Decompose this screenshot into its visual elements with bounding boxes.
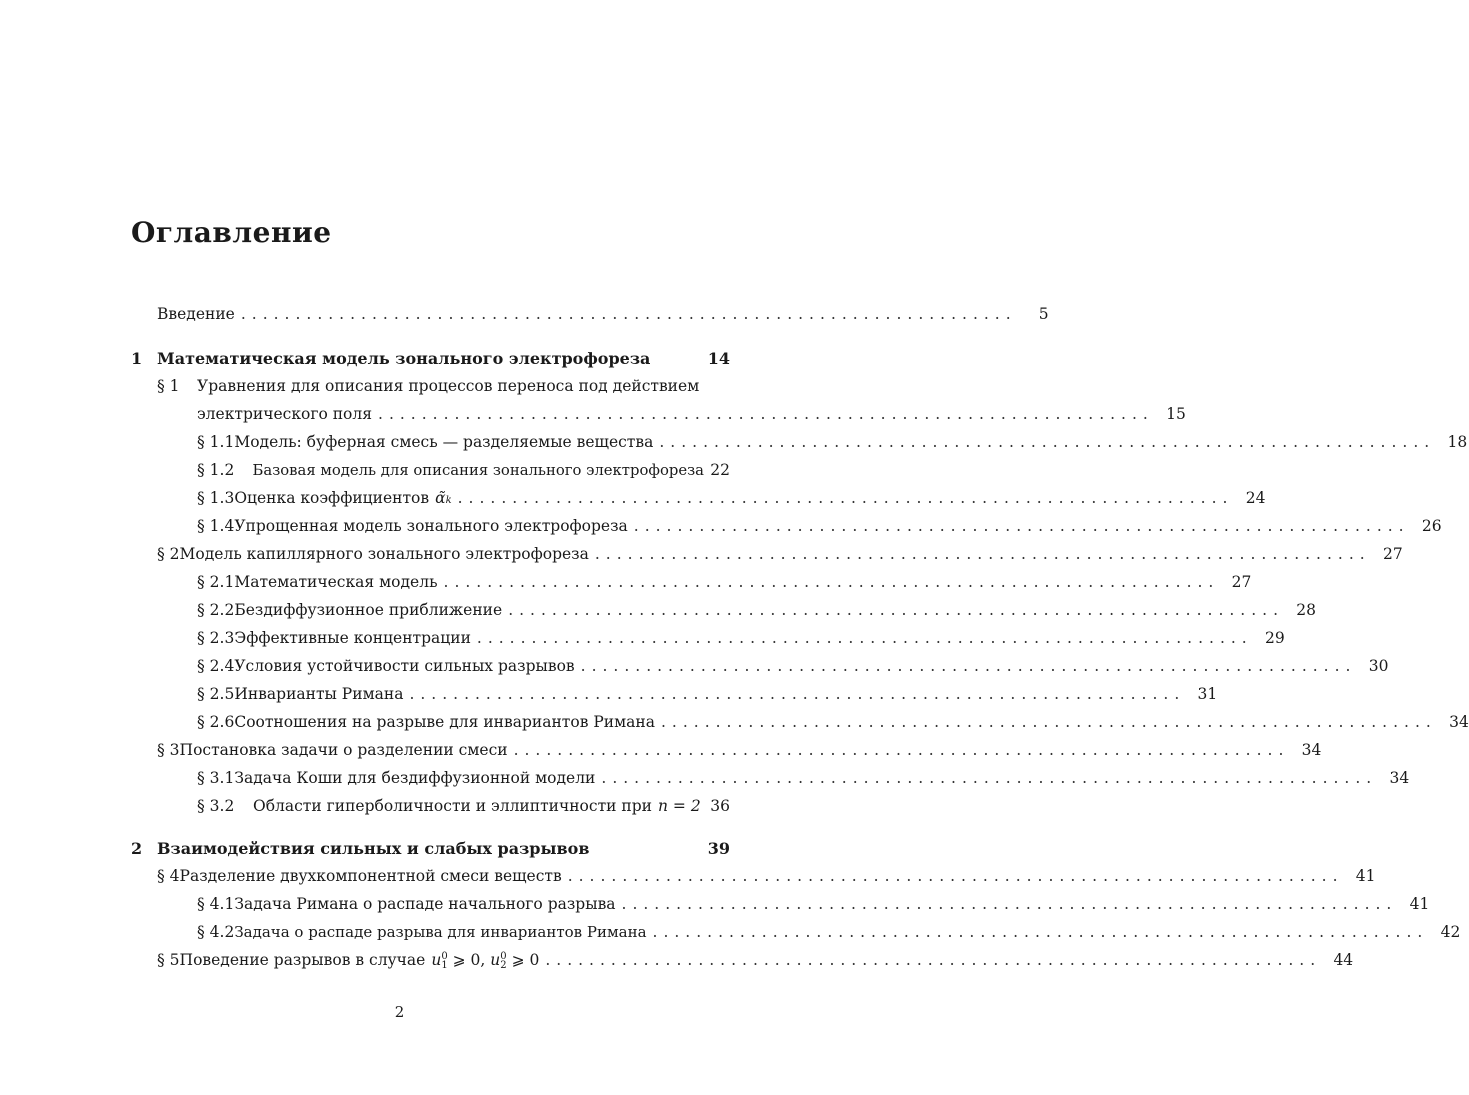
superscript: 0 (500, 951, 507, 962)
toc-subsection-1-2[interactable] (197, 461, 730, 479)
toc-page: 36 (710, 797, 730, 815)
toc-chapter-2[interactable] (131, 839, 730, 858)
toc-page: 44 (1333, 951, 1354, 969)
toc-section-2[interactable] (157, 545, 1403, 563)
toc-label: Бездиффузионное приближение (234, 601, 503, 619)
section-number: § 3.2 (197, 797, 235, 815)
toc-page: 30 (1368, 657, 1389, 675)
toc-page: 15 (1166, 405, 1186, 423)
toc-subsection-3-1[interactable] (197, 769, 1410, 787)
section-number: § 2.5 (197, 685, 235, 703)
dot-leader: ....................................................................... (567, 867, 1344, 885)
math-var: u (431, 951, 442, 969)
toc-label: Соотношения на разрыве для инвариантов Римана (234, 713, 655, 731)
section-number: § 5 (157, 951, 180, 969)
section-number: § 1.1 (197, 433, 235, 451)
chapter-title: Математическая модель зонального электрофореза (157, 349, 651, 368)
dot-leader: ....................................................................... (633, 517, 1410, 535)
dot-leader: ....................................................................... (660, 713, 1437, 731)
dot-leader: ....................................................................... (378, 405, 1154, 423)
math-relation: ⩾ 0, (452, 951, 486, 969)
toc-chapter-1[interactable] (131, 349, 730, 368)
math-relation: ⩾ 0 (511, 951, 540, 969)
section-number: § 1.4 (197, 517, 235, 535)
dot-leader: ....................................................................... (240, 305, 1017, 323)
dot-leader: ....................................................................... (621, 895, 1398, 913)
toc-page: 34 (1449, 713, 1469, 731)
toc-label: Уравнения для описания процессов переноса под действием (197, 377, 700, 395)
toc-label: Постановка задачи о разделении смеси (179, 741, 508, 759)
toc-label: Задача Римана о распаде начального разрыва (234, 895, 616, 913)
page-title: Оглавление (131, 216, 332, 249)
section-number: § 1.3 (197, 489, 235, 507)
dot-leader: ....................................................................... (545, 951, 1322, 969)
toc-section-1-cont[interactable] (197, 405, 1186, 423)
dot-leader: ....................................................................... (659, 433, 1436, 451)
toc-label: Базовая модель для описания зонального электрофореза (252, 462, 704, 479)
toc-page: 39 (707, 839, 730, 858)
toc-label: Задача о распаде разрыва для инвариантов Римана (234, 923, 647, 941)
dot-leader: ....................................................................... (508, 601, 1285, 619)
toc-page: 28 (1296, 601, 1317, 619)
toc-page: 24 (1245, 489, 1266, 507)
toc-section-5[interactable] (157, 951, 1354, 971)
dot-leader: ....................................................................... (580, 657, 1357, 675)
page-number: 2 (394, 1003, 405, 1021)
toc-label: Модель: буферная смесь — разделяемые вещества (234, 433, 654, 451)
dot-leader: ....................................................................... (594, 545, 1371, 563)
toc-subsection-1-1[interactable] (197, 433, 1468, 451)
dot-leader: ....................................................................... (457, 489, 1234, 507)
section-number: § 4 (157, 867, 180, 885)
toc-label: Оценка коэффициентов (234, 489, 430, 507)
toc-page: 22 (710, 461, 730, 479)
toc-subsection-4-1[interactable] (197, 895, 1430, 913)
toc-subsection-2-4[interactable] (197, 657, 1389, 675)
dot-leader: ....................................................................... (443, 573, 1220, 591)
toc-subsection-1-3[interactable] (197, 489, 1266, 507)
toc-section-3[interactable] (157, 741, 1322, 759)
math-symbol (435, 489, 452, 507)
section-number: § 2.3 (197, 629, 235, 647)
section-number: § 2.4 (197, 657, 235, 675)
superscript: 0 (441, 951, 448, 962)
toc-label: Модель капиллярного зонального электрофореза (179, 545, 589, 563)
section-number: § 4.2 (197, 923, 235, 941)
toc-subsection-1-4[interactable] (197, 517, 1442, 535)
toc-label: Задача Коши для бездиффузионной модели (234, 769, 596, 787)
toc-page: 14 (707, 349, 730, 368)
toc-subsection-2-5[interactable] (197, 685, 1218, 703)
toc-label: Условия устойчивости сильных разрывов (234, 657, 575, 675)
subscript: 1 (441, 960, 448, 971)
section-number: § 2.1 (197, 573, 235, 591)
section-number: § 2 (157, 545, 180, 563)
section-number: § 3 (157, 741, 180, 759)
toc-label: Введение (157, 305, 235, 323)
toc-subsection-2-2[interactable] (197, 601, 1317, 619)
chapter-number: 1 (131, 349, 143, 368)
toc-label: электрического поля (197, 405, 373, 423)
section-number: § 4.1 (197, 895, 235, 913)
toc-section-1[interactable] (157, 377, 730, 395)
chapter-number: 2 (131, 839, 143, 858)
math-expression: n = 2 (658, 797, 701, 815)
section-number: § 2.2 (197, 601, 235, 619)
toc-section-4[interactable] (157, 867, 1376, 885)
dot-leader: ....................................................................... (409, 685, 1186, 703)
toc-label: Упрощенная модель зонального электрофореза (234, 517, 628, 535)
subscript: 2 (500, 960, 507, 971)
toc-page: 27 (1382, 545, 1403, 563)
toc-page: 29 (1265, 629, 1285, 647)
toc-label: Поведение разрывов в случае (179, 951, 426, 969)
math-var: u (490, 951, 501, 969)
toc-label: Разделение двухкомпонентной смеси веществ (179, 867, 562, 885)
section-number: § 3.1 (197, 769, 235, 787)
dot-leader: ....................................................................... (476, 629, 1253, 647)
subscript: k (445, 495, 452, 506)
toc-page: 26 (1421, 517, 1442, 535)
toc-subsection-2-1[interactable] (197, 573, 1252, 591)
toc-label: Эффективные концентрации (234, 629, 471, 647)
toc-subsection-3-2[interactable] (197, 797, 730, 815)
toc-subsection-4-2[interactable] (197, 923, 1461, 941)
toc-label: Области гиперболичности и эллиптичности при (253, 797, 652, 815)
toc-page: 41 (1355, 867, 1376, 885)
dot-leader: ....................................................................... (652, 923, 1429, 941)
toc-page: 34 (1301, 741, 1322, 759)
toc-page: 42 (1440, 923, 1461, 941)
section-number: § 1 (157, 377, 180, 395)
toc-subsection-2-6[interactable] (197, 713, 1469, 731)
toc-entry-intro[interactable] (157, 305, 1049, 323)
toc-page: 18 (1447, 433, 1468, 451)
math-expression (431, 951, 539, 970)
section-number: § 1.2 (197, 461, 235, 479)
section-number: § 2.6 (197, 713, 235, 731)
toc-label: Математическая модель (234, 573, 438, 591)
toc-page: 31 (1197, 685, 1218, 703)
toc-subsection-2-3[interactable] (197, 629, 1285, 647)
dot-leader: ....................................................................... (601, 769, 1378, 787)
toc-label: Инварианты Римана (234, 685, 404, 703)
alpha-symbol: α̃ (435, 489, 446, 507)
chapter-title: Взаимодействия сильных и слабых разрывов (157, 839, 590, 858)
toc-page: 5 (1038, 305, 1049, 323)
toc-page: 27 (1231, 573, 1252, 591)
toc-page: 41 (1409, 895, 1430, 913)
dot-leader: ....................................................................... (513, 741, 1290, 759)
toc-page: 34 (1389, 769, 1410, 787)
